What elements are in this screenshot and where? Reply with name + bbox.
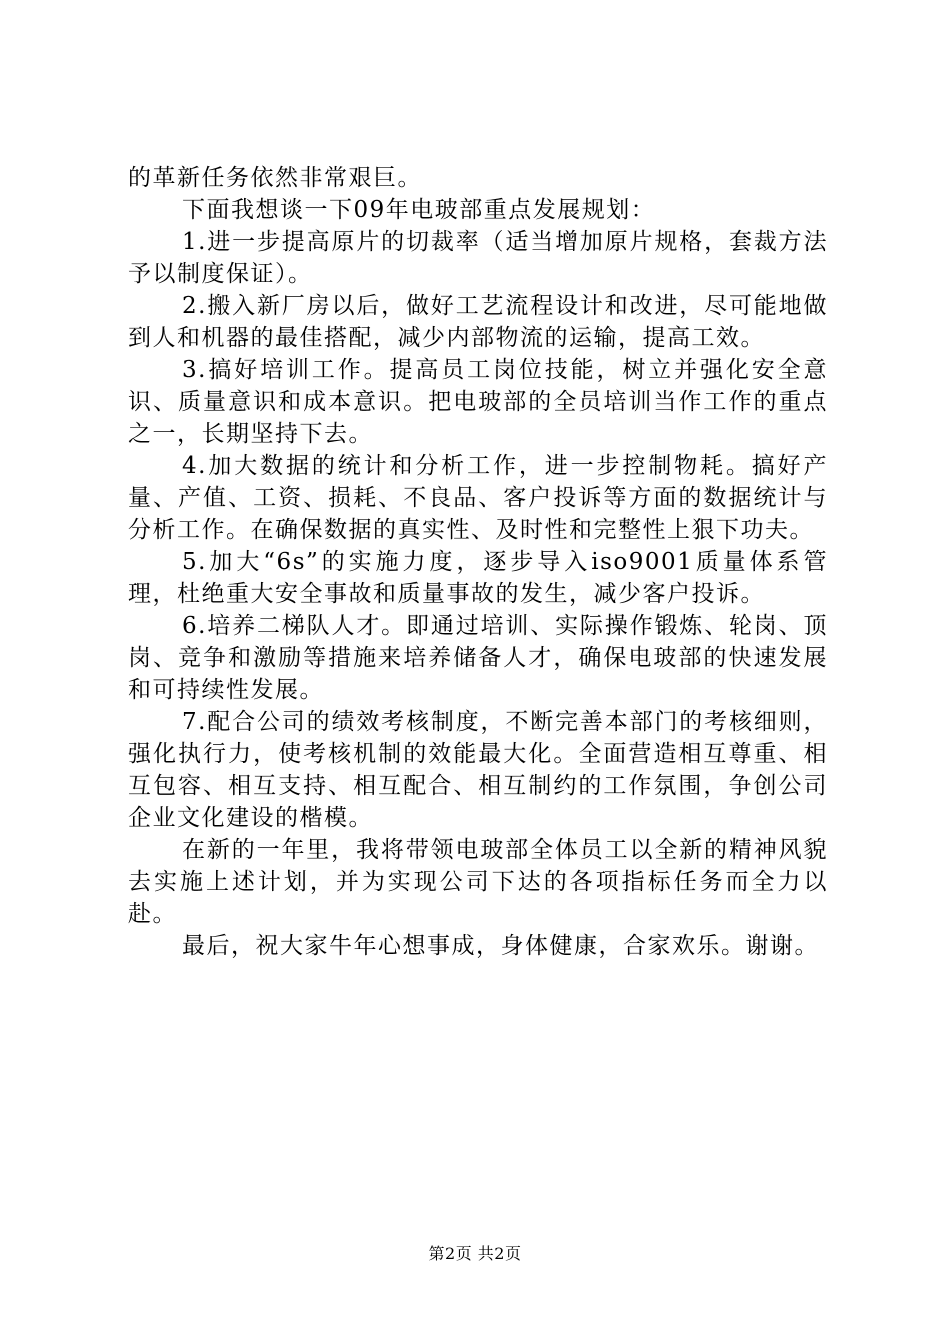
paragraph-plan-intro: 下面我想谈一下09年电玻部重点发展规划： [182, 197, 656, 223]
paragraph-plan-item-3: 3.搞好培训工作。提高员工岗位技能，树立并强化安全意识、质量意识和成本意识。把电玻部的全员培训当作工作的重点之一，长期坚持下去。 [128, 357, 828, 447]
page-number-footer: 第2页 共2页 [428, 1244, 522, 1263]
paragraph-closing: 最后，祝大家牛年心想事成，身体健康，合家欢乐。谢谢。 [182, 933, 819, 959]
paragraph-plan-item-5: 5.加大“6s”的实施力度，逐步导入iso9001质量体系管理，杜绝重大安全事故和质量事故的发生，减少客户投诉。 [128, 549, 828, 607]
paragraph-plan-item-6: 6.培养二梯队人才。即通过培训、实际操作锻炼、轮岗、顶岗、竞争和激励等措施来培养储备人才，确保电玻部的快速发展和可持续性发展。 [128, 613, 828, 703]
paragraph-commitment: 在新的一年里，我将带领电玻部全体员工以全新的精神风貌去实施上述计划，并为实现公司下达的各项指标任务而全力以赴。 [128, 837, 828, 927]
paragraph-plan-item-4: 4.加大数据的统计和分析工作，进一步控制物耗。搞好产量、产值、工资、损耗、不良品、客户投诉等方面的数据统计与分析工作。在确保数据的真实性、及时性和完整性上狠下功夫。 [128, 453, 828, 543]
paragraph-continuation: 的革新任务依然非常艰巨。 [128, 165, 422, 191]
paragraph-plan-item-7: 7.配合公司的绩效考核制度，不断完善本部门的考核细则，强化执行力，使考核机制的效能最大化。全面营造相互尊重、相互包容、相互支持、相互配合、相互制约的工作氛围，争创公司企业文化建设的楷模。 [128, 709, 828, 831]
paragraph-plan-item-1: 1.进一步提高原片的切裁率（适当增加原片规格，套裁方法予以制度保证）。 [128, 229, 828, 287]
document-body [128, 162, 828, 962]
paragraph-plan-item-2: 2.搬入新厂房以后，做好工艺流程设计和改进，尽可能地做到人和机器的最佳搭配，减少内部物流的运输，提高工效。 [128, 293, 828, 351]
